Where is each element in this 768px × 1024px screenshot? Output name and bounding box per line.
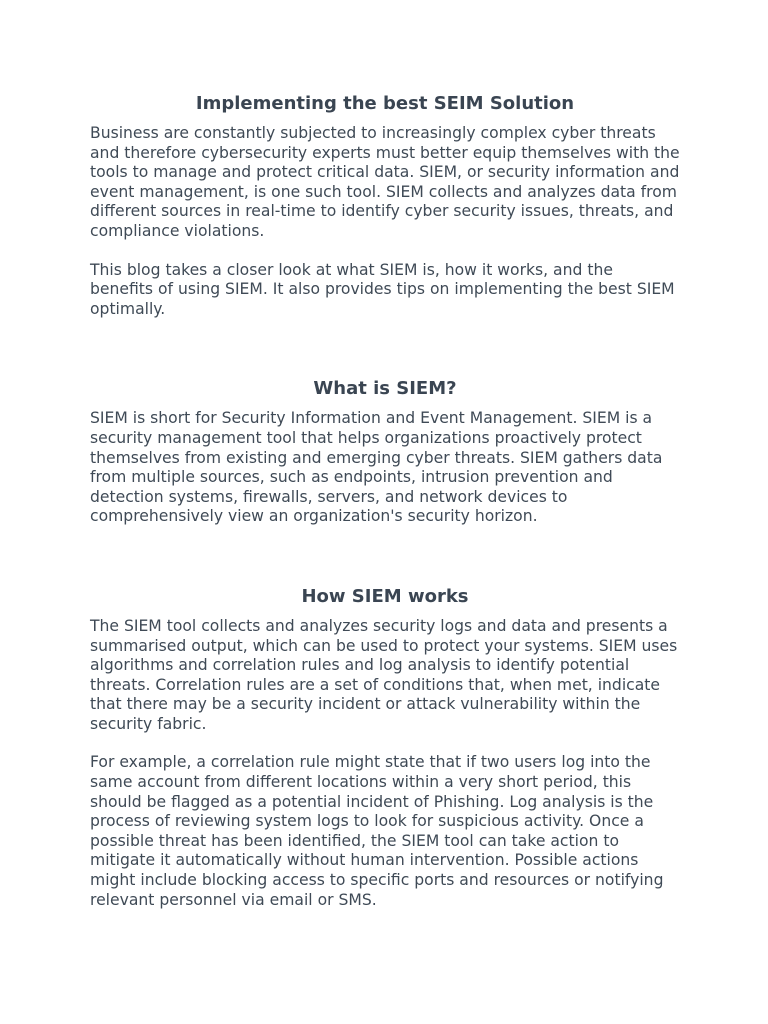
section-spacer	[90, 319, 680, 377]
intro-paragraph-1: Business are constantly subjected to increasingly complex cyber threats and therefore cybersecurity experts must better equip themselves with the tools to manage and protect critical data. SIEM, or security information and event management, is one such tool. SIEM collects and analyzes data from different sources in real-time to identify cyber security issues, threats, and compliance violations.	[90, 124, 680, 240]
document-page	[90, 92, 680, 910]
how-siem-works-paragraph-1: The SIEM tool collects and analyzes security logs and data and presents a summarised output, which can be used to protect your systems. SIEM uses algorithms and correlation rules and log analysis to identify potential threats. Correlation rules are a set of conditions that, when met, indicate that there may be a security incident or attack vulnerability within the security fabric.	[90, 616, 678, 733]
intro-paragraph-2: This blog takes a closer look at what SIEM is, how it works, and the benefits of using SIEM. It also provides tips on implementing the best SIEM optimally.	[90, 260, 675, 318]
paragraph-spacer	[90, 242, 680, 261]
section-spacer	[90, 527, 680, 585]
page-title: Implementing the best SEIM Solution	[195, 93, 575, 114]
how-siem-works-paragraph-2: For example, a correlation rule might state that if two users log into the same account from different locations within a very short period, this should be flagged as a potential incident of Phishing. Log analysis is the process of reviewing system logs to look for suspicious activity. Once a possible threat has been identified, the SIEM tool can take action to mitigate it automatically without human intervention. Possible actions might include blocking access to specific ports and resources or notifying relevant personnel via email or SMS.	[90, 753, 664, 909]
section-heading-how-siem-works: How SIEM works	[301, 585, 469, 607]
paragraph-spacer	[90, 734, 680, 753]
what-is-siem-paragraph-1: SIEM is short for Security Information and Event Management. SIEM is a security management tool that helps organizations proactively protect themselves from existing and emerging cyber threats. SIEM gathers data from multiple sources, such as endpoints, intrusion prevention and detection systems, firewalls, servers, and network devices to comprehensively view an organization's security horizon.	[90, 409, 663, 526]
section-heading-what-is-siem: What is SIEM?	[313, 378, 457, 400]
